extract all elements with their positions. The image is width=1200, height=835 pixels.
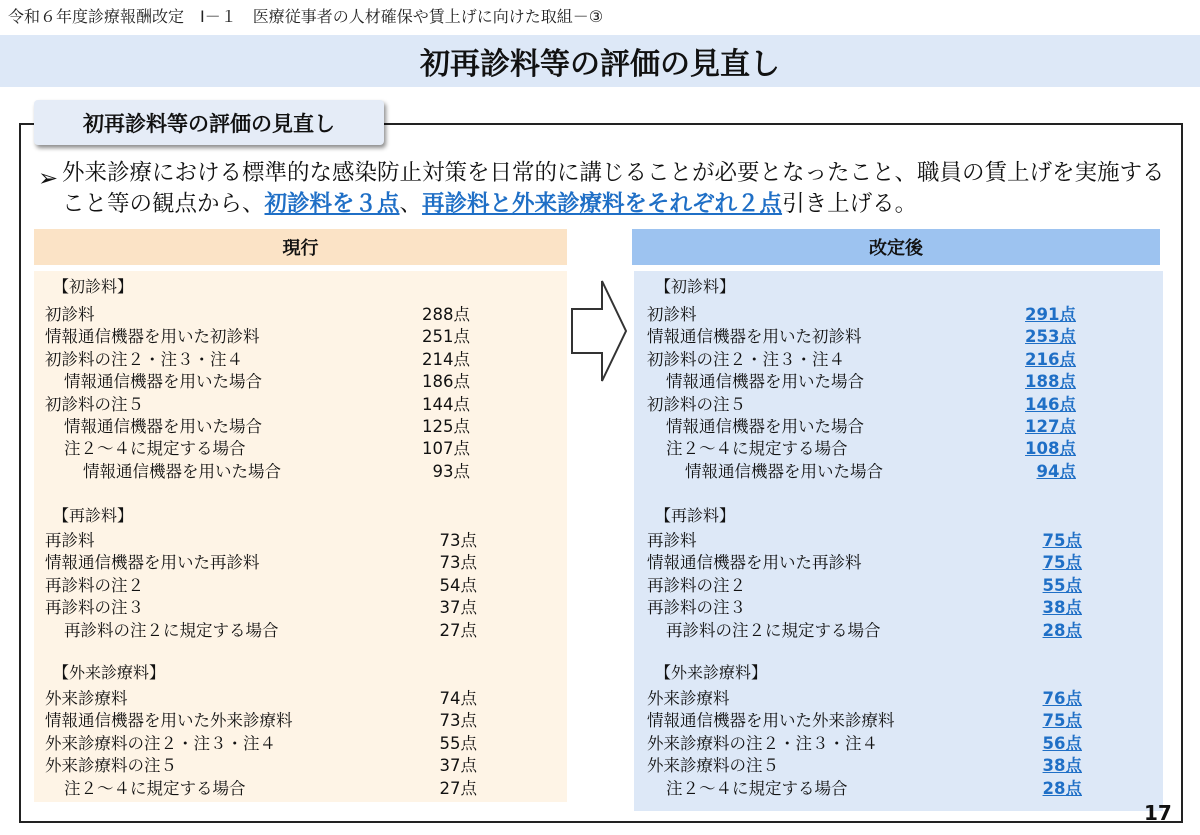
table-row: [647, 575, 1082, 597]
table-row: [647, 461, 1076, 483]
page-number: 17: [1144, 801, 1172, 825]
fee-item-label: 再診料: [45, 531, 95, 550]
table-row: [647, 733, 1082, 755]
table-row: [45, 326, 470, 348]
table-row: [45, 530, 477, 552]
current-shoshin-section-title: 【初診料】: [53, 277, 134, 296]
table-row: [647, 778, 1082, 800]
fee-item-label: 再診料の注３: [45, 598, 144, 618]
table-row: [647, 371, 1076, 393]
fee-points-value: 55点: [439, 733, 477, 753]
fee-item-label: 初診料の注２・注３・注４: [45, 349, 243, 369]
fee-item-label: 初診料: [647, 305, 697, 324]
fee-points-value: 75点: [1042, 711, 1082, 731]
table-row: [45, 688, 477, 710]
fee-points-value: 56点: [1042, 733, 1082, 753]
fee-item-label: 外来診療料: [647, 689, 730, 708]
fee-points-value: 75点: [1042, 553, 1082, 573]
fee-item-label: 外来診療料: [45, 689, 128, 708]
table-row: [45, 349, 470, 371]
fee-points-value: 54点: [439, 575, 477, 595]
fee-item-label: 再診料の注２に規定する場合: [64, 620, 279, 640]
fee-item-label: 再診料: [647, 531, 697, 550]
highlight-shoshin-increase: 初診料を３点: [264, 191, 400, 217]
fee-item-label: 情報通信機器を用いた場合: [666, 372, 864, 392]
table-row: [45, 461, 470, 483]
revised-saishin-section-title: 【再診料】: [655, 506, 736, 525]
fee-points-value: 27点: [439, 778, 477, 798]
fee-item-label: 注２～４に規定する場合: [666, 439, 848, 459]
fee-item-label: 注２～４に規定する場合: [64, 778, 246, 798]
table-row: [45, 710, 477, 732]
fee-item-label: 注２～４に規定する場合: [666, 778, 848, 798]
fee-points-value: 94点: [1036, 461, 1076, 481]
fee-points-value: 291点: [1025, 305, 1076, 324]
fee-points-value: 214点: [422, 349, 470, 369]
table-row: [45, 394, 470, 416]
fee-points-value: 93点: [432, 461, 470, 481]
fee-points-value: 216点: [1025, 349, 1076, 369]
table-row: [647, 394, 1076, 416]
fee-points-value: 253点: [1025, 327, 1076, 347]
table-row: [45, 733, 477, 755]
fee-item-label: 情報通信機器を用いた初診料: [45, 327, 260, 347]
table-row: [647, 688, 1082, 710]
fee-points-value: 37点: [439, 598, 477, 618]
table-row: [647, 597, 1082, 619]
table-row: [45, 371, 470, 393]
bullet-marker: ➢: [38, 164, 59, 192]
fee-points-value: 125点: [422, 417, 470, 436]
fee-item-label: 初診料の注５: [647, 394, 746, 414]
table-row: [647, 552, 1082, 574]
fee-points-value: 75点: [1042, 531, 1082, 550]
fee-points-value: 146点: [1025, 394, 1076, 414]
section-tab: 初再診料等の評価の見直し: [34, 100, 384, 145]
bullet-text-mid: 、: [399, 191, 423, 217]
fee-points-value: 188点: [1025, 372, 1076, 392]
table-row: [647, 349, 1076, 371]
fee-points-value: 28点: [1042, 620, 1082, 640]
fee-item-label: 外来診療料の注２・注３・注４: [45, 733, 276, 753]
fee-points-value: 251点: [422, 327, 470, 347]
fee-points-value: 38点: [1042, 598, 1082, 618]
table-row: [647, 755, 1082, 777]
current-gairai-section-title: 【外来診療料】: [53, 663, 166, 682]
fee-item-label: 再診料の注２: [647, 575, 746, 595]
fee-item-label: 情報通信機器を用いた再診料: [45, 553, 260, 573]
fee-points-value: 144点: [422, 394, 470, 414]
fee-points-value: 127点: [1025, 417, 1076, 436]
fee-points-value: 55点: [1042, 575, 1082, 595]
fee-points-value: 73点: [439, 711, 477, 731]
fee-points-value: 76点: [1042, 689, 1082, 708]
bullet-text-after: 引き上げる。: [782, 191, 918, 217]
fee-points-value: 37点: [439, 756, 477, 776]
fee-item-label: 初診料の注２・注３・注４: [647, 349, 845, 369]
fee-item-label: 再診料の注２: [45, 575, 144, 595]
fee-points-value: 73点: [439, 531, 477, 550]
fee-item-label: 情報通信機器を用いた場合: [64, 417, 262, 436]
fee-item-label: 外来診療料の注２・注３・注４: [647, 733, 878, 753]
fee-item-label: 再診料の注２に規定する場合: [666, 620, 881, 640]
table-row: [45, 597, 477, 619]
table-row: [45, 778, 477, 800]
fee-points-value: 108点: [1025, 439, 1076, 459]
revised-gairai-section-title: 【外来診療料】: [655, 663, 768, 682]
fee-item-label: 初診料の注５: [45, 394, 144, 414]
current-saishin-section-title: 【再診料】: [53, 506, 134, 525]
fee-points-value: 107点: [422, 439, 470, 459]
table-row: [647, 620, 1082, 642]
highlight-saishin-increase: 再診料と外来診療料をそれぞれ２点: [422, 191, 783, 217]
fee-points-value: 186点: [422, 372, 470, 392]
fee-item-label: 初診料: [45, 305, 95, 324]
bullet-paragraph: [62, 158, 1172, 220]
fee-item-label: 情報通信機器を用いた場合: [64, 372, 262, 392]
table-row: [647, 710, 1082, 732]
fee-item-label: 情報通信機器を用いた外来診療料: [647, 711, 895, 731]
fee-item-label: 外来診療料の注５: [647, 756, 779, 776]
fee-points-value: 38点: [1042, 756, 1082, 776]
table-row: [647, 304, 1076, 326]
table-row: [45, 416, 470, 438]
fee-item-label: 情報通信機器を用いた外来診療料: [45, 711, 293, 731]
revised-shoshin-section-title: 【初診料】: [655, 277, 736, 296]
table-row: [45, 438, 470, 460]
table-row: [45, 552, 477, 574]
fee-points-value: 74点: [439, 689, 477, 708]
table-row: [45, 755, 477, 777]
revised-column-header: 改定後: [632, 229, 1160, 265]
fee-item-label: 情報通信機器を用いた場合: [666, 417, 864, 436]
fee-points-value: 27点: [439, 620, 477, 640]
table-row: [647, 438, 1076, 460]
fee-item-label: 再診料の注３: [647, 598, 746, 618]
fee-item-label: 情報通信機器を用いた再診料: [647, 553, 862, 573]
table-row: [45, 575, 477, 597]
fee-points-value: 288点: [422, 305, 470, 324]
fee-points-value: 28点: [1042, 778, 1082, 798]
fee-item-label: 外来診療料の注５: [45, 756, 177, 776]
current-column-header: 現行: [34, 229, 567, 265]
table-row: [647, 416, 1076, 438]
fee-item-label: 注２～４に規定する場合: [64, 439, 246, 459]
table-row: [647, 530, 1082, 552]
bullet-text-before: 外来診療における標準的な感染防止対策を日常的に講じることが必要となったこと、職員の賃上げを実施すること等の観点から、: [62, 160, 1165, 217]
fee-points-value: 73点: [439, 553, 477, 573]
fee-item-label: 情報通信機器を用いた場合: [685, 461, 883, 481]
arrow-right-icon: [570, 279, 628, 383]
table-row: [45, 304, 470, 326]
page-title: 初再診料等の評価の見直し: [0, 35, 1200, 87]
table-row: [45, 620, 477, 642]
fee-item-label: 情報通信機器を用いた場合: [83, 461, 281, 481]
header-breadcrumb: 令和６年度診療報酬改定 Ⅰ－１ 医療従事者の人材確保や賃上げに向けた取組－③: [8, 7, 604, 26]
fee-item-label: 情報通信機器を用いた初診料: [647, 327, 862, 347]
table-row: [647, 326, 1076, 348]
